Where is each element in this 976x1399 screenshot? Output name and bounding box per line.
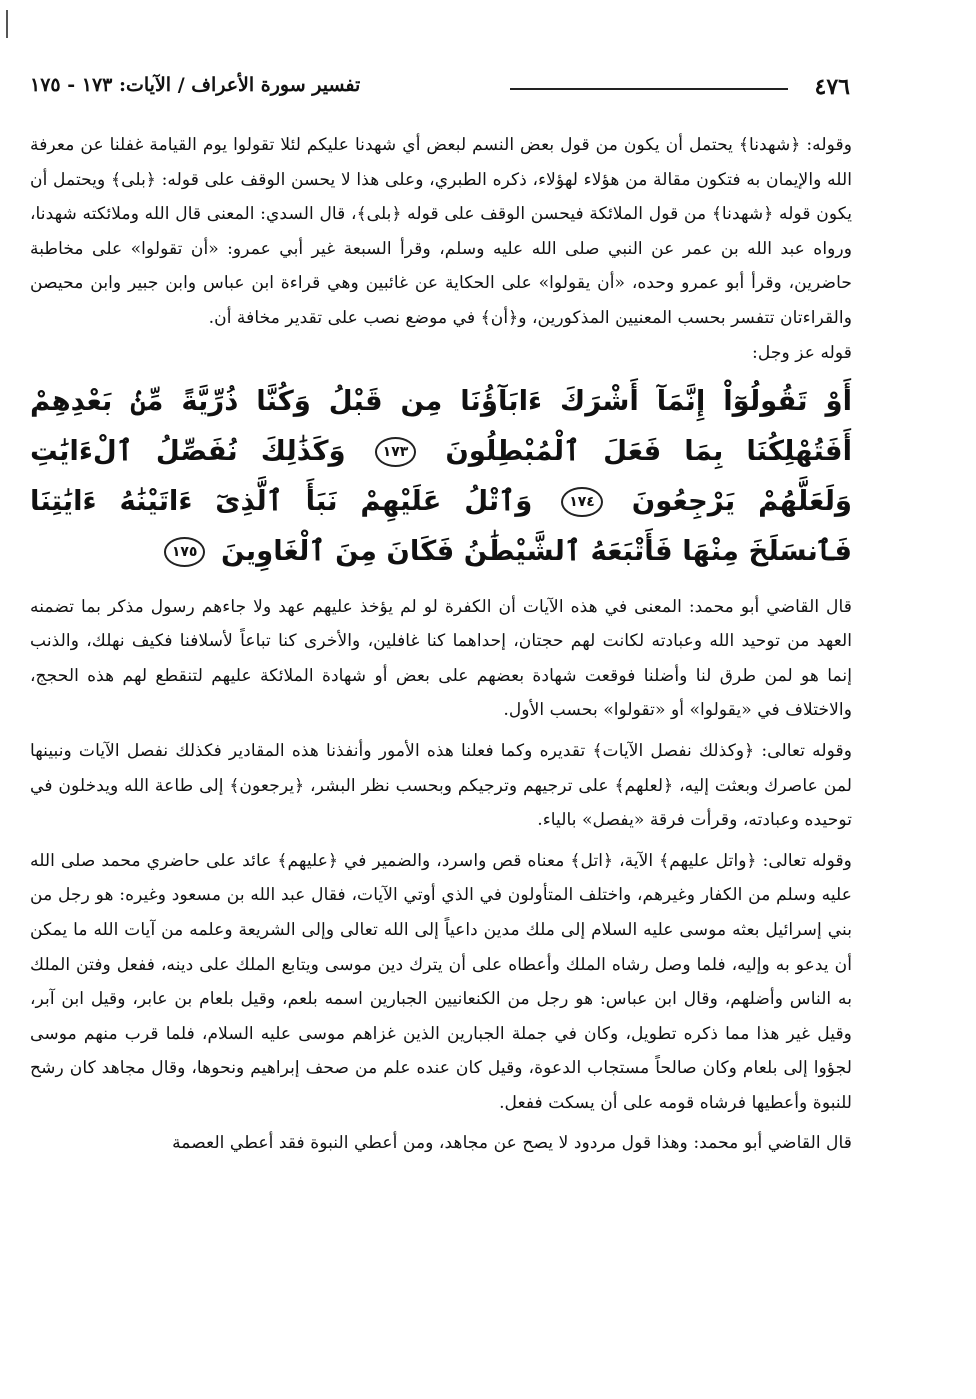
page-number: ٤٧٦ (814, 74, 850, 100)
commentary-paragraph: وقوله تعالى: ﴿وكذلك نفصل الآيات﴾ تقديره وكما فعلنا هذه الأمور وأنفذنا هذه المقادير فكذلك نفصل الآيات ونبينها لمن عاصرك وبعثت إليه، ﴿لعلهم﴾ على ترجيهم وترجيكم وبحسب نظر البشر، ﴿يرجعون﴾ إلى طاعة الله ويدخلون في توحيده وعبادته، وقرأت فرقة «يفصل» بالياء. (30, 740, 852, 831)
page-header (30, 72, 850, 112)
verse-174-text: وَكَذَٰلِكَ نُفَصِّلُ ٱلْءَايَٰتِ وَلَعَلَّهُمْ يَرْجِعُونَ (30, 434, 852, 517)
quran-verses (30, 376, 852, 576)
spacer (30, 576, 852, 590)
page-body (30, 128, 852, 1161)
verse-173-text: أَوْ تَقُولُوٓاْ إِنَّمَآ أَشْرَكَ ءَابَآؤُنَا مِن قَبْلُ وَكُنَّا ذُرِّيَّةً مِّنۢ بَعْدِهِمْ أَفَتُهْلِكُنَا بِمَا فَعَلَ ٱلْمُبْطِلُونَ (30, 384, 852, 467)
ayah-marker-175: ١٧٥ (164, 537, 206, 567)
commentary-paragraph: وقوله تعالى: ﴿واتل عليهم﴾ الآية، ﴿اتل﴾ معناه قص واسرد، والضمير في ﴿عليهم﴾ عائد على حاضري محمد صلى الله عليه وسلم من الكفار وغيرهم، واختلف المتأولون في الذي أوتي الآيات، فقال عبد الله بن مسعود وغيره: هو رجل من بني إسرائيل بعثه موسى عليه السلام إلى ملك مدين داعياً إلى الله تعالى وإلى الشريعة وعلمه من آيات الله ما يمكن أن يدعو به وإليه، فلما وصل رشاه الملك وأعطاه على أن يترك دين موسى ويتابع الملك على دينه، ففعل وفتن الملك به الناس وأضلهم، وقال ابن عباس: هو رجل من الكنعانيين الجبارين اسمه بلعم، وقيل بلعام بن عابر، وقيل ابن آبر، وقيل غير هذا مما ذكره تطويل، وكان في جملة الجبارين الذين غزاهم موسى عليه السلام، فلما قرب منهم موسى لجؤوا إلى بلعام وكان صالحاً مستجاب الدعوة، وقيل كان عنده علم من صحف إبراهيم ونحوها، وقال مجاهد كان رشح للنبوة وأعطيها فرشاه قومه على أن يسكت ففعل. (30, 850, 853, 1113)
ayah-marker-173: ١٧٣ (375, 437, 417, 467)
verse-175-text: وَٱتْلُ عَلَيْهِمْ نَبَأَ ٱلَّذِىٓ ءَاتَيْنَٰهُ ءَايَٰتِنَا فَٱنسَلَخَ مِنْهَا فَأَتْبَعَهُ ٱلشَّيْطَٰنُ فَكَانَ مِنَ ٱلْغَاوِينَ (30, 484, 852, 567)
verse-intro: قوله عز وجل: (752, 342, 852, 363)
header-rule (510, 88, 788, 90)
commentary-paragraph: وقوله: ﴿شهدنا﴾ يحتمل أن يكون من قول بعض النسم لبعض أي شهدنا عليكم لئلا تقولوا يوم القيامة غفلنا عن معرفة الله والإيمان به فتكون مقالة من هؤلاء لهؤلاء، ذكره الطبري، وعلى هذا لا يحسن الوقف على قوله: ﴿بلى﴾ ويحتمل أن يكون قوله ﴿شهدنا﴾ من قول الملائكة فيحسن الوقف على قوله ﴿بلى﴾، قال السدي: المعنى قال الله وملائكته شهدنا، ورواه عبد الله بن عمر عن النبي صلى الله عليه وسلم، وقرأ السبعة غير أبي عمرو: «أن تقولوا» على مخاطبة حاضرين، وقرأ أبو عمرو وحده، «أن يقولوا» على الحكاية عن غائبين وهي قراءة ابن عباس وابن جبير وابن محيصن والقراءتان تتفسر بحسب المعنيين المذكورين، و﴿أن﴾ في موضع نصب على تقدير مخافة أن. (30, 135, 852, 328)
ayah-marker-174: ١٧٤ (561, 487, 603, 517)
running-title: تفسير سورة الأعراف / الآيات: ١٧٣ - ١٧٥ (30, 74, 361, 96)
commentary-paragraph: قال القاضي أبو محمد: وهذا قول مردود لا يصح عن مجاهد، ومن أعطي النبوة فقد أعطي العصمة (172, 1133, 852, 1154)
commentary-paragraph: قال القاضي أبو محمد: المعنى في هذه الآيات أن الكفرة لو لم يؤخذ عليهم عهد ولا جاءهم رسول مذكر بما تضمنه العهد من توحيد الله وعبادته لكانت لهم حجتان، إحداهما كنا غافلين، والأخرى كنا تباعاً لأسلافنا فكيف نهلك، والذنب إنما هو لمن طرق لنا وأضلنا فوقعت شهادة بعضهم على بعض أو شهادة الملائكة عليهم لتنقطع لهم هذه الحجج، والاختلاف في «يقولوا» أو «تقولوا» بحسب الأول. (30, 596, 852, 721)
margin-mark (6, 10, 8, 38)
